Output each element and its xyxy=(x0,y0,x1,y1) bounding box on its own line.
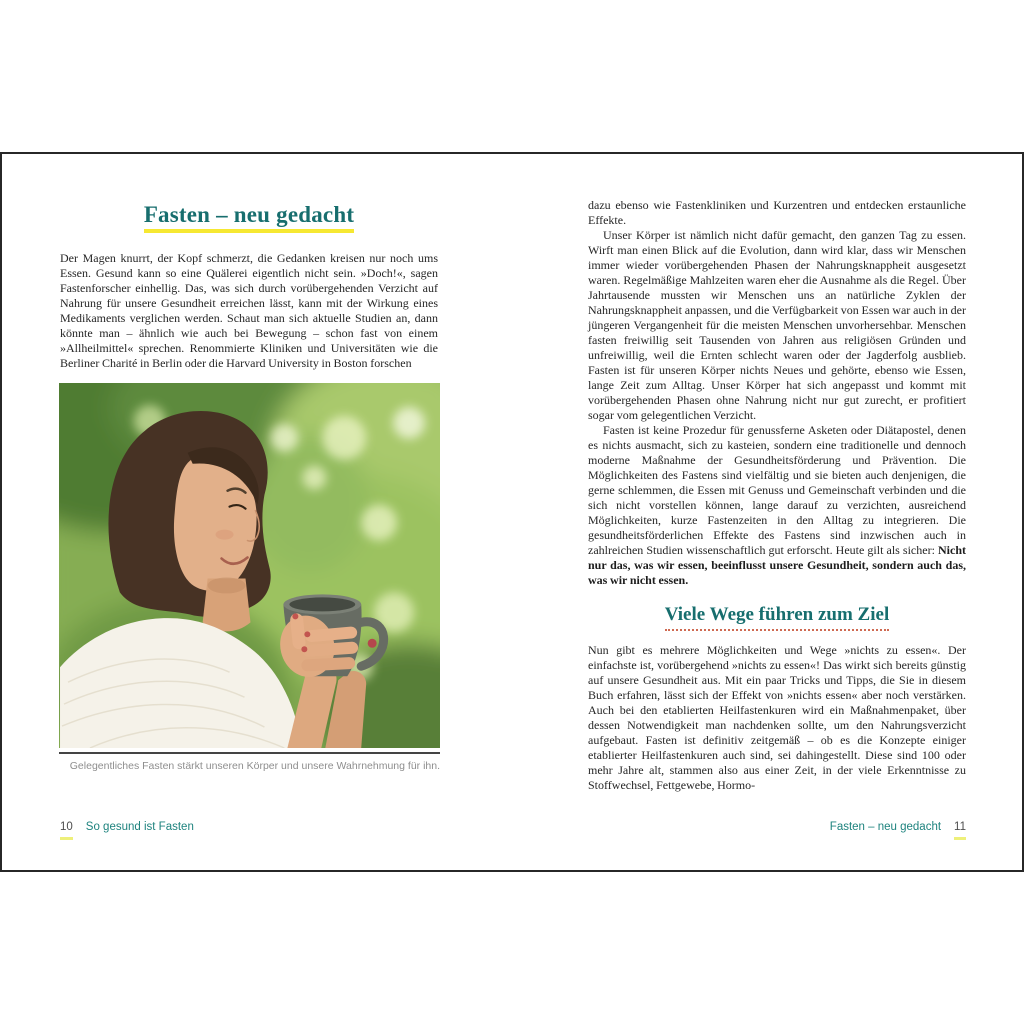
page-frame xyxy=(0,152,1024,872)
section-subheading-text: Viele Wege führen zum Ziel xyxy=(665,604,889,631)
photo-woman-with-mug xyxy=(59,383,440,748)
photo-caption: Gelegentliches Fasten stärkt unseren Körper und unsere Wahrnehmung für ihn. xyxy=(69,760,440,772)
left-page xyxy=(60,202,438,772)
cheek-blush xyxy=(216,530,234,540)
right-paragraph-4: Nun gibt es mehrere Möglichkeiten und Wege »nichts zu essen«. Der einfachste ist, vorübergehend »nichts zu essen«! Das wirkt sich bereits günstig auf unsere Gesundheit aus. Mit ein paar Tricks und Tipps, die Sie in diesem Buch erfahren, lässt sich der Effekt von »nichts essen« aber noch verstärken. Auch bei den etablierten Heilfastenkuren wird ein Maßnahmenpaket, über dessen Notwendigkeit man nachdenken sollte, um den Nahrungsverzicht aufgebaut. Fasten ist definitiv zeitgemäß – ob es die Konzepte einiger etablierter Heilfastenkuren auch sind, sei dahingestellt. Diese sind 100 oder mehr Jahre alt, stammen also aus einer Zeit, in der viele Erkenntnisse zu Stoffwechsel, Fettgewebe, Hormo- xyxy=(588,643,966,792)
caption-rule xyxy=(59,752,440,754)
page-number-left: 10 xyxy=(60,820,73,840)
right-paragraph-1: dazu ebenso wie Fastenkliniken und Kurzentren und entdecken erstaunliche Effekte. xyxy=(588,198,966,227)
right-paragraph-3 xyxy=(588,423,966,588)
right-paragraph-3-text: Fasten ist keine Prozedur für genussferne Asketen oder Diätapostel, denen es nichts ausmacht, sich zu kasteien, sondern eine traditionelle und dennoch moderne Maßnahme der Gesundheitsförderung und Prävention. Die Möglichkeiten des Fastens sind vielfältig und sie bieten auch denjenigen, die gerne schlemmen, die Essen mit Genuss und Gemeinschaft verbinden und die sich nicht vorstellen können, lange darauf zu verzichten, ausreichend Möglichkeiten, kurze Fastenzeiten in den Alltag zu integrieren. Die gesundheitsförderlichen Effekte des Fastens sind inzwischen auch in zahlreichen Studien wissenschaftlich gut erforscht. Heute gilt als sicher: xyxy=(588,423,966,557)
bold-conclusion: Nicht nur das, was wir essen, beeinflusst unsere Gesundheit, sondern auch das, was wir nicht essen. xyxy=(588,543,966,587)
mug-interior xyxy=(289,597,355,611)
page-number-right: 11 xyxy=(954,820,966,840)
left-footer xyxy=(60,820,194,840)
photo-figure xyxy=(59,383,440,772)
chapter-heading-text: Fasten – neu gedacht xyxy=(144,202,354,233)
chapter-heading xyxy=(60,202,438,233)
running-title-right: Fasten – neu gedacht xyxy=(829,821,942,833)
running-title-left: So gesund ist Fasten xyxy=(85,821,194,833)
right-page xyxy=(588,198,966,793)
left-body-paragraph: Der Magen knurrt, der Kopf schmerzt, die Gedanken kreisen nur noch ums Essen. Gesund kann so eine Quälerei eigentlich nicht sein. »Doch!«, sagen Fastenforscher einhellig. Das, was sich durch vorübergehenden Verzicht auf Nahrung für unsere Gesundheit erreichen lässt, kann mit der Wirkung eines Medikaments verglichen werden. Schaut man sich aktuelle Studien an, dann könnte man – ähnlich wie auch bei Bewegung – schon fast von einem »Allheilmittel« sprechen. Renommierte Kliniken und Universitäten wie die Berliner Charité in Berlin oder die Harvard University in Boston forschen xyxy=(60,251,438,370)
right-paragraph-2: Unser Körper ist nämlich nicht dafür gemacht, den ganzen Tag zu essen. Wirft man einen Blick auf die Evolution, dann wird klar, dass wir Menschen immer wieder vorübergehenden Phasen der Nahrungsknappheit ausgesetzt waren. Regelmäßige Mahlzeiten waren eher die Ausnahme als die Regel. Über Jahrtausende mussten wir Menschen uns an natürliche Zyklen der Nahrungsknappheit anpassen, und die Verfügbarkeit von Essen war auch in der jüngeren Vergangenheit für die meisten Menschen unvorhersehbar. Menschen fasten freiwillig seit Tausenden von Jahren aus religiösen Gründen und unfreiwillig, weil die Ernten schlecht waren oder der Jagderfolg ausblieb. Fasten ist für unseren Körper nichts Neues und gehörte, ebenso wie Essen, lange Zeit zum Alltag. Unser Körper hat sich angepasst und kommt mit vorübergehenden Phasen ohne Nahrung nicht nur gut zurecht, er profitiert sogar vom gelegentlichen Verzicht. xyxy=(588,228,966,422)
section-subheading xyxy=(588,604,966,631)
chin-shadow xyxy=(208,577,246,593)
fingernail-through-handle xyxy=(368,639,377,648)
right-footer xyxy=(830,820,966,840)
